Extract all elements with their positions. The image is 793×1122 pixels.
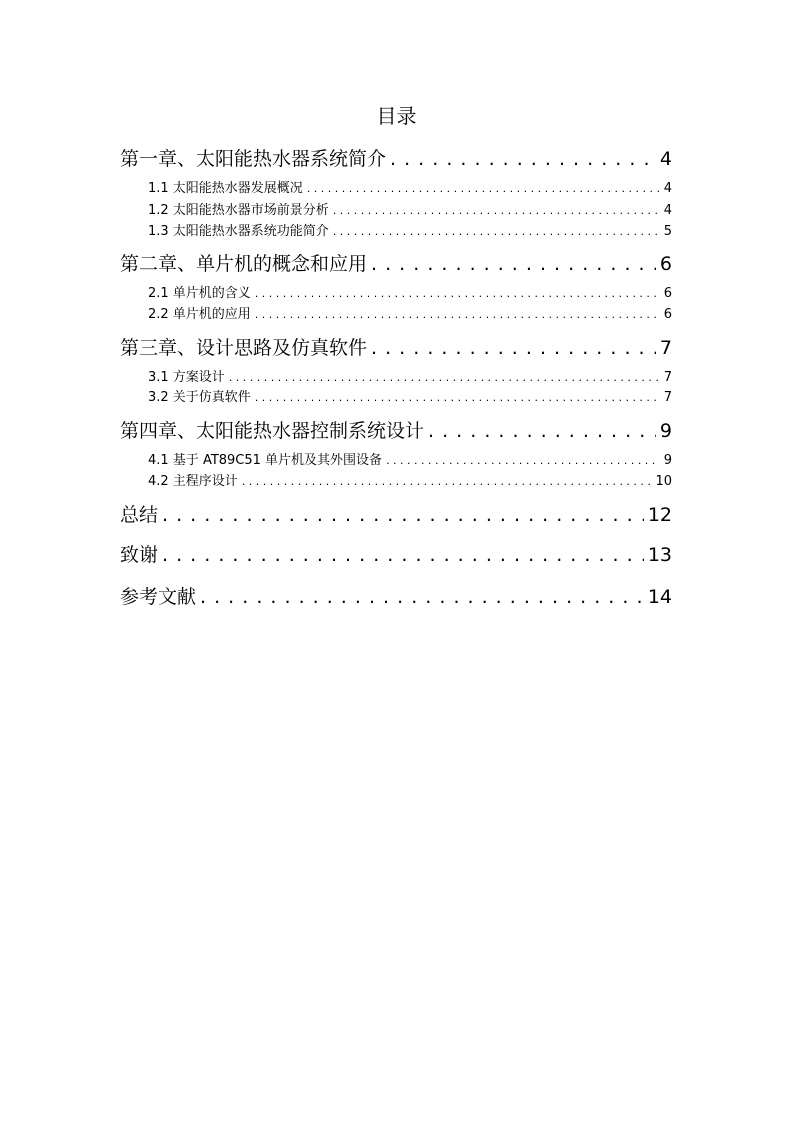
dot-leader: [255, 306, 660, 324]
toc-entry-section-1-1[interactable]: [148, 180, 672, 198]
toc-entry-label: 1.1 太阳能热水器发展概况: [148, 181, 303, 196]
toc-entry-label: 2.2 单片机的应用: [148, 307, 251, 322]
dot-leader: [333, 223, 660, 241]
toc-entry-summary[interactable]: [120, 502, 672, 528]
dot-leader: [307, 180, 660, 198]
toc-entry-page: 6: [663, 307, 672, 322]
toc-entry-label: 3.2 关于仿真软件: [148, 390, 251, 405]
dot-leader: [200, 584, 644, 610]
toc-title: 目录: [376, 104, 417, 128]
toc-entry-label: 第三章、设计思路及仿真软件: [120, 337, 368, 359]
toc-entry-page: 4: [663, 181, 672, 196]
toc-entry-page: 12: [647, 504, 672, 526]
dot-leader: [255, 285, 660, 303]
toc-entry-page: 9: [659, 420, 672, 442]
toc-entry-page: 7: [663, 390, 672, 405]
toc-entry-label: 3.1 方案设计: [148, 370, 225, 385]
toc-entry-label: 致谢: [120, 544, 159, 566]
toc-entry-label: 第一章、太阳能热水器系统简介: [120, 148, 387, 170]
dot-leader: [255, 389, 660, 407]
dot-leader: [371, 251, 656, 277]
toc-entry-page: 10: [655, 474, 672, 489]
toc-entry-label: 第四章、太阳能热水器控制系统设计: [120, 420, 425, 442]
toc-entry-section-2-1[interactable]: [148, 285, 672, 303]
toc-entry-page: 13: [647, 544, 672, 566]
toc-entry-chapter-2[interactable]: [120, 251, 672, 277]
toc-entry-label: 4.2 主程序设计: [148, 474, 238, 489]
toc-entry-section-3-2[interactable]: [148, 389, 672, 407]
toc-entry-label: 1.3 太阳能热水器系统功能简介: [148, 224, 329, 239]
toc-entry-page: 6: [659, 253, 672, 275]
dot-leader: [386, 452, 660, 470]
toc-entry-label: 第二章、单片机的概念和应用: [120, 253, 368, 275]
toc-entry-section-2-2[interactable]: [148, 306, 672, 324]
toc-entry-section-3-1[interactable]: [148, 369, 672, 387]
toc-entry-page: 7: [659, 337, 672, 359]
toc-entry-chapter-3[interactable]: [120, 335, 672, 361]
toc-entry-chapter-4[interactable]: [120, 418, 672, 444]
toc-entry-section-4-2[interactable]: [148, 473, 672, 491]
toc-entry-chapter-1[interactable]: [120, 146, 672, 172]
toc-entry-label: 4.1 基于 AT89C51 单片机及其外围设备: [148, 453, 383, 468]
dot-leader: [162, 542, 644, 568]
toc-entry-references[interactable]: [120, 584, 672, 610]
toc-entry-section-4-1[interactable]: [148, 452, 672, 470]
toc-entry-page: 4: [659, 148, 672, 170]
toc-entry-page: 7: [663, 370, 672, 385]
toc-entry-page: 6: [663, 286, 672, 301]
toc-entry-page: 5: [663, 224, 672, 239]
dot-leader: [229, 369, 660, 387]
toc-entry-label: 2.1 单片机的含义: [148, 286, 251, 301]
toc-entry-label: 总结: [120, 504, 159, 526]
toc-entry-page: 14: [647, 586, 672, 608]
dot-leader: [333, 202, 660, 220]
dot-leader: [371, 335, 656, 361]
dot-leader: [428, 418, 656, 444]
toc-entry-page: 4: [663, 203, 672, 218]
toc-entry-section-1-2[interactable]: [148, 202, 672, 220]
toc-entry-page: 9: [663, 453, 672, 468]
toc-entry-label: 1.2 太阳能热水器市场前景分析: [148, 203, 329, 218]
toc-entry-acknowledgements[interactable]: [120, 542, 672, 568]
dot-leader: [242, 473, 652, 491]
dot-leader: [390, 146, 656, 172]
toc-entry-label: 参考文献: [120, 586, 197, 608]
dot-leader: [162, 502, 644, 528]
toc-entry-section-1-3[interactable]: [148, 223, 672, 241]
